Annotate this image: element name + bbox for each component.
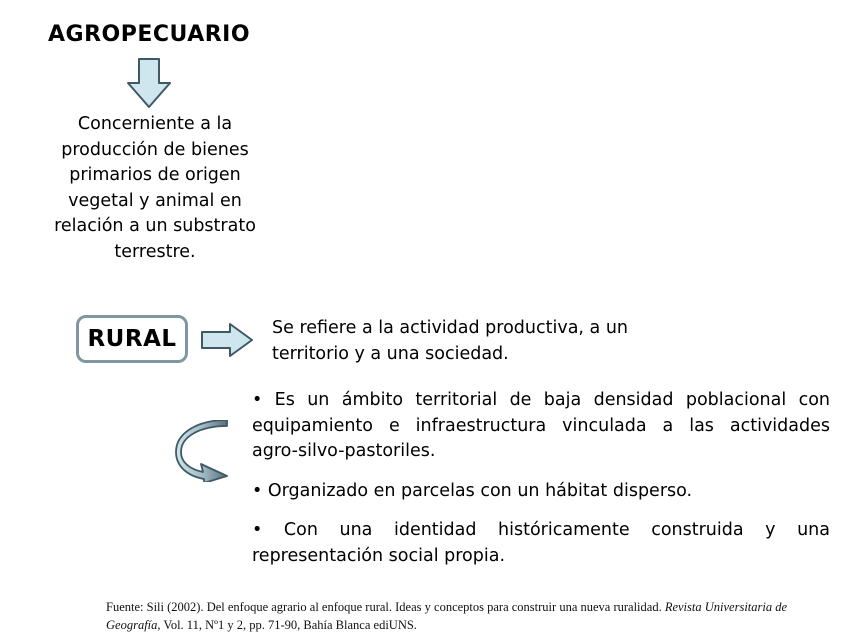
- agropecuario-title: AGROPECUARIO: [48, 22, 251, 47]
- definition-line: Concerniente a la: [77, 114, 233, 134]
- bullet-line: • Con una identidad históricamente construida y una: [252, 520, 830, 540]
- definition-line: primarios de origen: [69, 165, 241, 185]
- rural-box: [76, 315, 188, 363]
- source-journal: Revista Universitaria de Geografía: [106, 600, 788, 632]
- rural-title: RURAL: [87, 326, 177, 352]
- rural-characteristics: [252, 388, 830, 583]
- bullet-line: representación social propia.: [252, 545, 506, 566]
- source-text: Fuente: Sili (2002). Del enfoque agrario al enfoque rural. Ideas y conceptos para construir una nueva ruralidad.: [106, 600, 665, 614]
- rural-definition: [272, 316, 712, 367]
- definition-line: relación a un substrato: [54, 216, 256, 236]
- bullet-line: • Organizado en parcelas con un hábitat disperso.: [252, 480, 693, 501]
- definition-line: producción de bienes: [61, 139, 249, 160]
- definition-line: territorio y a una sociedad.: [272, 343, 509, 364]
- list-item: [252, 518, 830, 569]
- list-item: [252, 388, 830, 465]
- list-item: [252, 479, 830, 505]
- right-arrow-icon: [200, 322, 254, 358]
- source-citation: [106, 598, 806, 634]
- bullet-line: agro-silvo-pastoriles.: [252, 441, 436, 461]
- curved-arrow-icon: [174, 420, 230, 482]
- bullet-line: • Es un ámbito territorial de baja densidad poblacional con: [252, 390, 830, 410]
- definition-line: Se refiere a la actividad productiva, a un: [272, 318, 629, 338]
- agropecuario-definition: [40, 112, 270, 265]
- source-details: , Vol. 11, Nº1 y 2, pp. 71-90, Bahía Blanca ediUNS.: [157, 618, 417, 632]
- down-arrow-icon: [126, 57, 172, 109]
- bullet-line: equipamiento e infraestructura vinculada a las actividades: [252, 415, 830, 436]
- definition-line: vegetal y animal en: [68, 190, 242, 211]
- definition-line: terrestre.: [114, 241, 196, 262]
